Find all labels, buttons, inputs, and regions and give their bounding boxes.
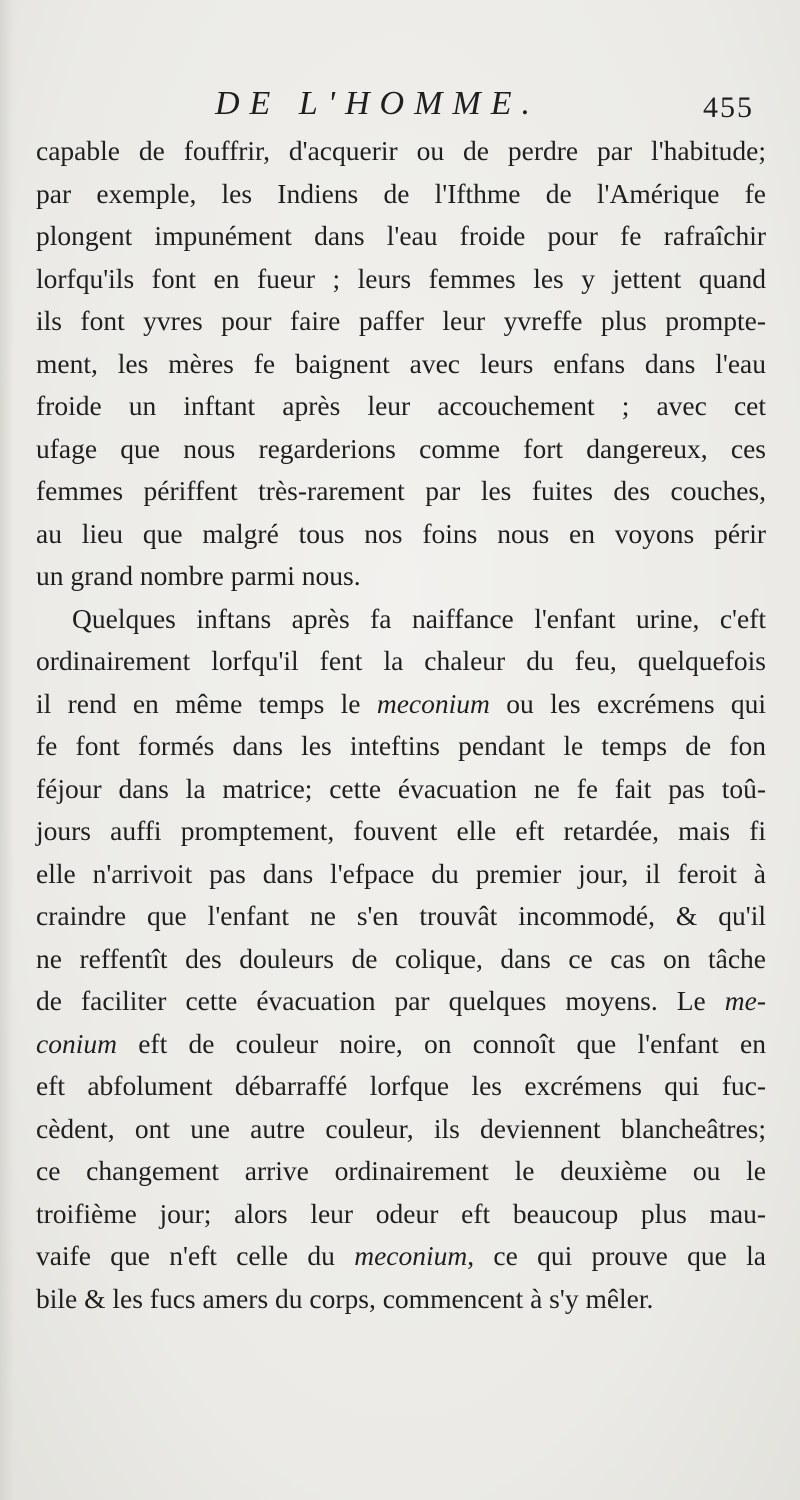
running-head-title: DE L'HOMME. xyxy=(215,85,541,122)
paragraph-1 xyxy=(36,130,766,598)
text-line: elle n'arrivoit pas dans l'efpace du premier jour, il feroit à xyxy=(36,857,766,889)
text-line: troifième jour; alors leur odeur eft beaucoup plus mau- xyxy=(36,1197,766,1229)
text-line: lorfqu'ils font en fueur ; leurs femmes les y jettent quand xyxy=(36,262,766,294)
text-line: au lieu que malgré tous nos foins nous en voyons périr xyxy=(36,517,766,549)
text-line: ufage que nous regarderions comme fort dangereux, ces xyxy=(36,432,766,464)
text-line: un grand nombre parmi nous. xyxy=(36,560,361,591)
text-line: conium eft de couleur noire, on connoît que l'enfant en xyxy=(36,1027,766,1059)
text-line: froide un inftant après leur accouchement ; avec cet xyxy=(36,390,766,421)
text-line: jours auffi promptement, fouvent elle eft retardée, mais fi xyxy=(36,815,766,846)
text-line: ment, les mères fe baignent avec leurs enfans dans l'eau xyxy=(36,347,766,379)
body-text xyxy=(36,130,766,1320)
page-number: 455 xyxy=(703,91,754,124)
text-line: plongent impunément dans l'eau froide pour fe rafraîchir xyxy=(36,220,766,251)
text-line: fe font formés dans les inteftins pendant le temps de fon xyxy=(36,730,766,761)
text-line: bile & les fucs amers du corps, commencent à s'y mêler. xyxy=(36,1282,654,1314)
text-line: vaife que n'eft celle du meconium, ce qui prouve que la xyxy=(36,1240,766,1271)
running-head xyxy=(0,82,800,126)
text-line: de faciliter cette évacuation par quelques moyens. Le me- xyxy=(36,985,766,1016)
paragraph-2 xyxy=(36,598,766,1321)
text-line: il rend en même temps le meconium ou les excrémens qui xyxy=(36,687,767,719)
text-line: ils font yvres pour faire paffer leur yvreffe plus prompte- xyxy=(36,305,766,336)
text-line: eft abfolument débarraffé lorfque les excrémens qui fuc- xyxy=(36,1070,766,1101)
text-line: ordinairement lorfqu'il fent la chaleur du feu, quelquefois xyxy=(36,645,766,676)
text-line: ne reffentît des douleurs de colique, dans ce cas on tâche xyxy=(36,942,766,974)
text-line: craindre que l'enfant ne s'en trouvât incommodé, & qu'il xyxy=(36,900,766,931)
text-line: Quelques inftans après fa naiffance l'enfant urine, c'eft xyxy=(72,602,766,634)
text-line: par exemple, les Indiens de l'Ifthme de l'Amérique fe xyxy=(36,177,766,209)
text-line: cèdent, ont une autre couleur, ils deviennent blancheâtres; xyxy=(36,1112,766,1144)
text-line: ce changement arrive ordinairement le deuxième ou le xyxy=(36,1155,766,1186)
gutter-shadow xyxy=(0,0,14,1500)
text-line: féjour dans la matrice; cette évacuation ne fe fait pas toû- xyxy=(36,772,766,804)
text-line: femmes périffent très-rarement par les fuites des couches, xyxy=(36,475,766,506)
text-line: capable de fouffrir, d'acquerir ou de perdre par l'habitude; xyxy=(36,135,766,166)
